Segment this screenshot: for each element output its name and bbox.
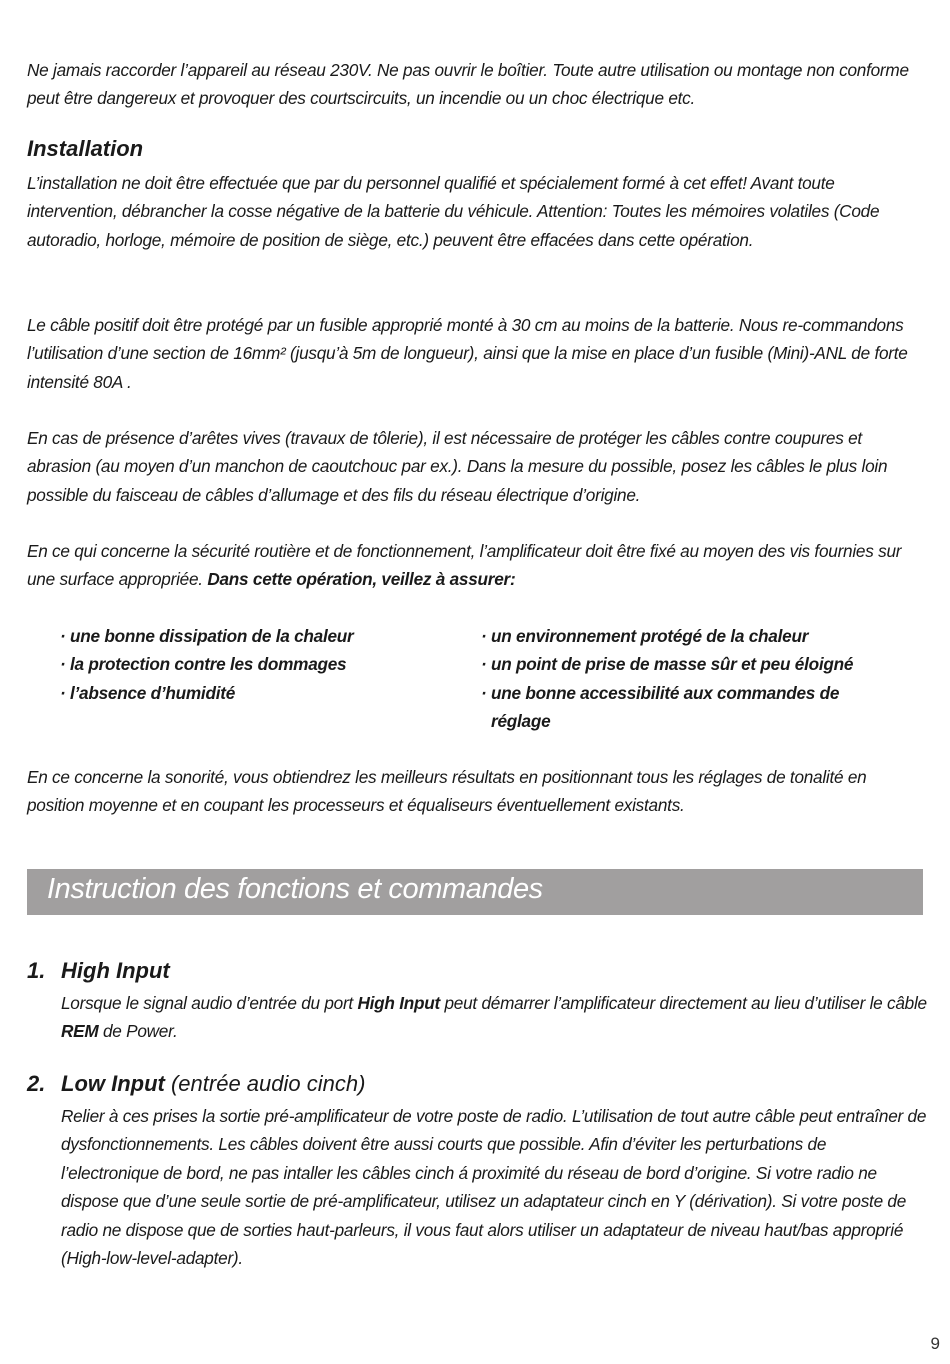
list-item: · un environnement protégé de la chaleur — [481, 626, 809, 646]
installation-heading: Installation — [27, 136, 144, 161]
requirements-list-right — [481, 622, 901, 736]
item-title: Low Input — [61, 1071, 165, 1096]
installation-paragraph-2: Le câble positif doit être protégé par un fusible approprié monté à 30 cm au moins de la batterie. Nous re-commandons l’utilisation d’une section de 16mm² (jusqu’à 5m de longueur), ainsi que la mise en place d’un fusible (Mini)-ANL de forte intensité 80A . — [27, 315, 908, 392]
section-banner — [27, 869, 923, 915]
list-item: · un point de prise de masse sûr et peu éloigné — [481, 654, 854, 675]
item-heading-low-input — [27, 1071, 365, 1097]
item-title: High Input — [61, 958, 170, 983]
installation-paragraph-1: L’installation ne doit être effectuée que par du personnel qualifié et spécialement formé à cet effet! Avant toute intervention, débrancher la cosse négative de la batterie du véhicule. Attention: Toutes les mémoires volatiles (Code autoradio, horloge, mémoire de position de siège, etc.) peuvent être effacées dans cette opération. — [27, 173, 880, 250]
item-text: de Power. — [98, 1021, 178, 1042]
installation-paragraph-4 — [27, 537, 927, 594]
mounting-emphasis: Dans cette opération, veillez à assurer: — [207, 569, 516, 590]
item-number: 2. — [27, 1071, 46, 1096]
item-text: Lorsque le signal audio d’entrée du port — [61, 993, 358, 1013]
list-item: · l’absence d’humidité — [60, 682, 236, 703]
item-body-low-input: Relier à ces prises la sortie pré-amplificateur de votre poste de radio. L’utilisation de tout autre câble peut entraîner de dysfonctionnements. Les câbles doivent être aussi courts que possible. Afin d’éviter les perturbations de l’electronique de bord, ne pas intaller les câbles cinch á proximité du réseau de bord d’origine. Si votre radio ne dispose que d’une seule sortie de pré-amplificateur, utilisez un adaptateur cinch en Y (dérivation). Si votre poste de radio ne dispose que de sorties haut-parleurs, il vous faut alors utiliser un adaptateur de niveau haut/bas approprié (High-low-level-adapter). — [61, 1106, 927, 1269]
item-number: 1. — [27, 958, 46, 983]
item-subtitle: (entrée audio cinch) — [164, 1071, 366, 1096]
installation-paragraph-3: En cas de présence d’arêtes vives (travaux de tôlerie), il est nécessaire de protéger les câbles contre coupures et abrasion (au moyen d’un manchon de caoutchouc par ex.). Dans la mesure du possible, posez les câbles le plus loin possible du faisceau de câbles d’allumage et des fils du réseau électrique d’origine. — [27, 428, 888, 505]
list-item: · la protection contre les dommages — [60, 654, 347, 675]
list-item: · une bonne accessibilité aux commandes de réglage — [481, 682, 840, 732]
mounting-text: En ce qui concerne la sécurité routière et de fonctionnement, l’amplificateur doit être fixé au moyen des vis fournies sur une surface appropriée. — [27, 541, 902, 590]
list-item: · une bonne dissipation de la chaleur — [60, 626, 354, 646]
item-body-high-input — [61, 989, 927, 1046]
sound-settings-paragraph: En ce concerne la sonorité, vous obtiendrez les meilleurs résultats en positionnant tous les réglages de tonalité en position moyenne et en coupant les processeurs et équaliseurs éventuellement existants. — [27, 767, 867, 816]
item-emphasis: High Input — [357, 993, 440, 1013]
page-number: 9 — [930, 1334, 940, 1353]
item-emphasis: REM — [61, 1021, 99, 1042]
section-banner-title: Instruction des fonctions et commandes — [47, 873, 543, 905]
item-heading-high-input — [27, 958, 170, 984]
requirements-list-left — [60, 622, 460, 707]
safety-warning-paragraph: Ne jamais raccorder l’appareil au réseau 230V. Ne pas ouvrir le boîtier. Toute autre utilisation ou montage non conforme peut être dangereux et provoquer des courtscircuits, un incendie ou un choc électrique etc. — [27, 60, 909, 109]
item-text: peut démarrer l’amplificateur directement au lieu d’utiliser le câble — [439, 993, 927, 1013]
